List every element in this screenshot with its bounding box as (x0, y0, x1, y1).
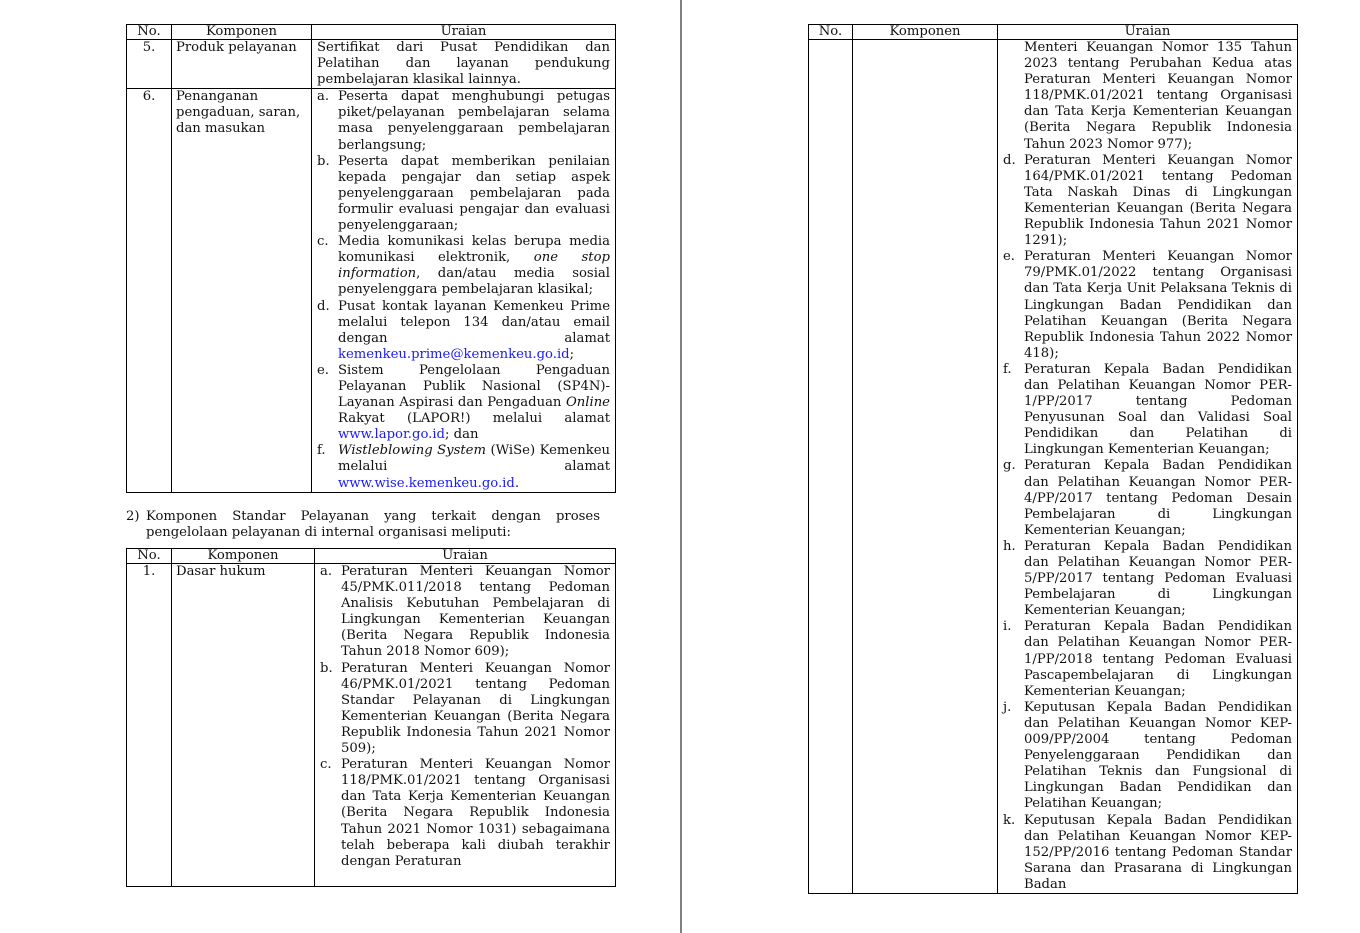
wise-link[interactable]: www.wise.kemenkeu.go.id (338, 475, 515, 491)
list-item (317, 234, 610, 298)
paragraph-text: Komponen Standar Pelayanan yang terkait dengan proses pengelolaan pelayanan di internal organisasi meliputi: (146, 509, 600, 541)
item-italic-term: Online (565, 395, 610, 411)
item-text: , dan/atau media sosial penyelenggara pembelajaran klasikal; (338, 266, 610, 298)
list-item (320, 661, 610, 758)
list-item-continuation (1003, 40, 1292, 153)
table-header-row (127, 25, 616, 40)
lapor-link[interactable]: www.lapor.go.id (338, 427, 445, 443)
list-item (1003, 619, 1292, 699)
item-text: Peraturan Kepala Badan Pendidikan dan Pelatihan Keuangan Nomor PER-1/PP/2018 tentang Pedoman Evaluasi Pascapembelajaran di Lingkungan Kementerian Keuangan; (1024, 619, 1292, 699)
list-item (1003, 813, 1292, 893)
legal-basis-list (320, 564, 610, 870)
item-letter: g. (1003, 458, 1016, 474)
item-letter: j. (1003, 699, 1012, 715)
list-item (1003, 153, 1292, 250)
item-text: Peraturan Menteri Keuangan Nomor 79/PMK.01/2022 tentang Organisasi dan Tata Kerja Unit Pelaksana Teknis di Lingkungan Badan Pendidikan dan Pelatihan Keuangan (Berita Negara Republik Indonesia Tahun 2022 Nomor 418); (1024, 249, 1292, 361)
item-text: Keputusan Kepala Badan Pendidikan dan Pelatihan Keuangan Nomor KEP-152/PP/2016 tentang Pedoman Standar Sarana dan Prasarana di Lingkungan Badan (1024, 812, 1292, 892)
item-letter: h. (1003, 538, 1016, 554)
list-item (1003, 539, 1292, 619)
list-item (1003, 249, 1292, 362)
item-letter: a. (317, 89, 330, 105)
paragraph-number: 2) (126, 509, 140, 524)
item-letter: b. (317, 153, 330, 169)
item-letter: c. (317, 234, 329, 250)
item-text: Peraturan Kepala Badan Pendidikan dan Pelatihan Keuangan Nomor PER-1/PP/2017 tentang Pedoman Penyusunan Soal dan Validasi Soal Pendidikan dan Pelatihan di Lingkungan Kementerian Keuangan; (1024, 361, 1292, 458)
item-letter: k. (1003, 812, 1016, 828)
list-item (317, 299, 610, 363)
item-letter: e. (317, 362, 329, 378)
list-item (317, 154, 610, 234)
item-text: Peserta dapat memberikan penilaian kepada pengajar dan setiap aspek penyelenggaraan pembelajaran pada formulir evaluasi pengajar dan evaluasi penyelenggaraan; (338, 153, 610, 234)
service-standard-table-3 (808, 24, 1298, 894)
row-component: Penanganan pengaduan, saran, dan masukan (172, 89, 312, 492)
table-header-row (809, 25, 1298, 40)
item-text: Peraturan Menteri Keuangan Nomor 164/PMK.01/2021 tentang Pedoman Tata Naskah Dinas di Lingkungan Kementerian Keuangan (Berita Negara Republik Indonesia Tahun 2021 Nomor 1291); (1024, 152, 1292, 249)
item-text-end: ; (569, 346, 575, 362)
service-standard-table-1 (126, 24, 616, 493)
right-page (682, 0, 1360, 933)
list-item (1003, 458, 1292, 538)
item-text: Pusat kontak layanan Kemenkeu Prime melalui telepon 134 dan/atau email dengan alamat (338, 298, 610, 346)
row-description (315, 564, 616, 887)
row-number: 5. (127, 40, 172, 89)
service-standard-table-2 (126, 548, 616, 887)
list-item (320, 564, 610, 661)
item-text-end: . (514, 475, 520, 491)
item-text: Menteri Keuangan Nomor 135 Tahun 2023 tentang Perubahan Kedua atas Peraturan Menteri Keuangan Nomor 118/PMK.01/2021 tentang Organisasi dan Tata Kerja Kementerian Keuangan (Berita Negara Republik Indonesia Tahun 2023 Nomor 977); (1024, 40, 1292, 152)
header-no: No. (809, 25, 853, 40)
complaint-channels-list (317, 89, 610, 491)
item-text: Peraturan Menteri Keuangan Nomor 45/PMK.011/2018 tentang Pedoman Analisis Kebutuhan Pembelajaran di Lingkungan Kementerian Keuangan (Berita Negara Republik Indonesia Tahun 2018 Nomor 609); (341, 564, 610, 660)
item-letter: e. (1003, 249, 1015, 265)
item-text: Sistem Pengelolaan Pengaduan Pelayanan Publik Nasional (SP4N)-Layanan Aspirasi dan Pengaduan (338, 362, 610, 411)
item-text: Media komunikasi kelas berupa media komunikasi elektronik, (338, 234, 610, 266)
table-row (127, 89, 616, 492)
header-no: No. (127, 25, 172, 40)
section-paragraph (126, 509, 600, 541)
header-no: No. (127, 549, 172, 564)
row-number (809, 40, 853, 894)
row-component: Dasar hukum (172, 564, 315, 887)
header-komponen: Komponen (172, 25, 312, 40)
header-uraian: Uraian (315, 549, 616, 564)
legal-basis-list-continued (1003, 40, 1292, 893)
item-text: Peraturan Menteri Keuangan Nomor 46/PMK.01/2021 tentang Pedoman Standar Pelayanan di Lingkungan Kementerian Keuangan (Berita Negara Republik Indonesia Tahun 2021 Nomor 509); (341, 660, 610, 757)
item-letter: a. (320, 564, 333, 579)
item-italic-term: one stop information (338, 250, 610, 282)
item-text: Peserta dapat menghubungi petugas piket/pelayanan pembelajaran selama masa penyelenggaraan pembelajaran berlangsung; (338, 89, 610, 153)
table-row (809, 40, 1298, 894)
list-item (320, 757, 610, 870)
row-component (853, 40, 998, 894)
list-item (1003, 362, 1292, 459)
item-text: Rakyat (LAPOR!) melalui alamat (338, 411, 610, 427)
table-row (127, 40, 616, 89)
item-letter: d. (317, 298, 330, 314)
row-component: Produk pelayanan (172, 40, 312, 89)
row-number: 1. (127, 564, 172, 887)
item-letter: b. (320, 660, 333, 676)
row-description (312, 89, 616, 492)
item-letter: i. (1003, 619, 1012, 635)
item-letter: f. (1003, 361, 1012, 377)
header-komponen: Komponen (172, 549, 315, 564)
item-text-end: ; dan (445, 427, 479, 443)
table-header-row (127, 549, 616, 564)
list-item (317, 443, 610, 491)
row-description (998, 40, 1298, 894)
item-text: (WiSe) Kemenkeu melalui alamat (338, 443, 610, 475)
header-uraian: Uraian (312, 25, 616, 40)
header-komponen: Komponen (853, 25, 998, 40)
item-text: Peraturan Menteri Keuangan Nomor 118/PMK.01/2021 tentang Organisasi dan Tata Kerja Kementerian Keuangan (Berita Negara Republik Indonesia Tahun 2021 Nomor 1031) sebagaimana telah beberapa kali diubah terakhir dengan Peraturan (341, 757, 610, 869)
list-item (317, 89, 610, 153)
header-uraian: Uraian (998, 25, 1298, 40)
item-italic-term: Wistleblowing System (338, 443, 486, 459)
table-row (127, 564, 616, 887)
row-description: Sertifikat dari Pusat Pendidikan dan Pelatihan dan layanan pendukung pembelajaran klasikal lainnya. (312, 40, 616, 89)
row-number: 6. (127, 89, 172, 492)
email-link[interactable]: kemenkeu.prime@kemenkeu.go.id (338, 346, 570, 362)
item-text: Keputusan Kepala Badan Pendidikan dan Pelatihan Keuangan Nomor KEP-009/PP/2004 tentang Pedoman Penyelenggaraan Pendidikan dan Pelatihan Teknis dan Fungsional di Lingkungan Badan Pendidikan dan Pelatihan Keuangan; (1024, 699, 1292, 812)
item-letter: c. (320, 757, 332, 773)
item-letter: f. (317, 443, 326, 459)
list-item (317, 363, 610, 443)
list-item (1003, 700, 1292, 813)
item-letter: d. (1003, 152, 1016, 168)
item-text: Peraturan Kepala Badan Pendidikan dan Pelatihan Keuangan Nomor PER-4/PP/2017 tentang Pedoman Desain Pembelajaran di Lingkungan Kementerian Keuangan; (1024, 458, 1292, 538)
item-text: Peraturan Kepala Badan Pendidikan dan Pelatihan Keuangan Nomor PER-5/PP/2017 tentang Pedoman Evaluasi Pembelajaran di Lingkungan Kementerian Keuangan; (1024, 538, 1292, 619)
